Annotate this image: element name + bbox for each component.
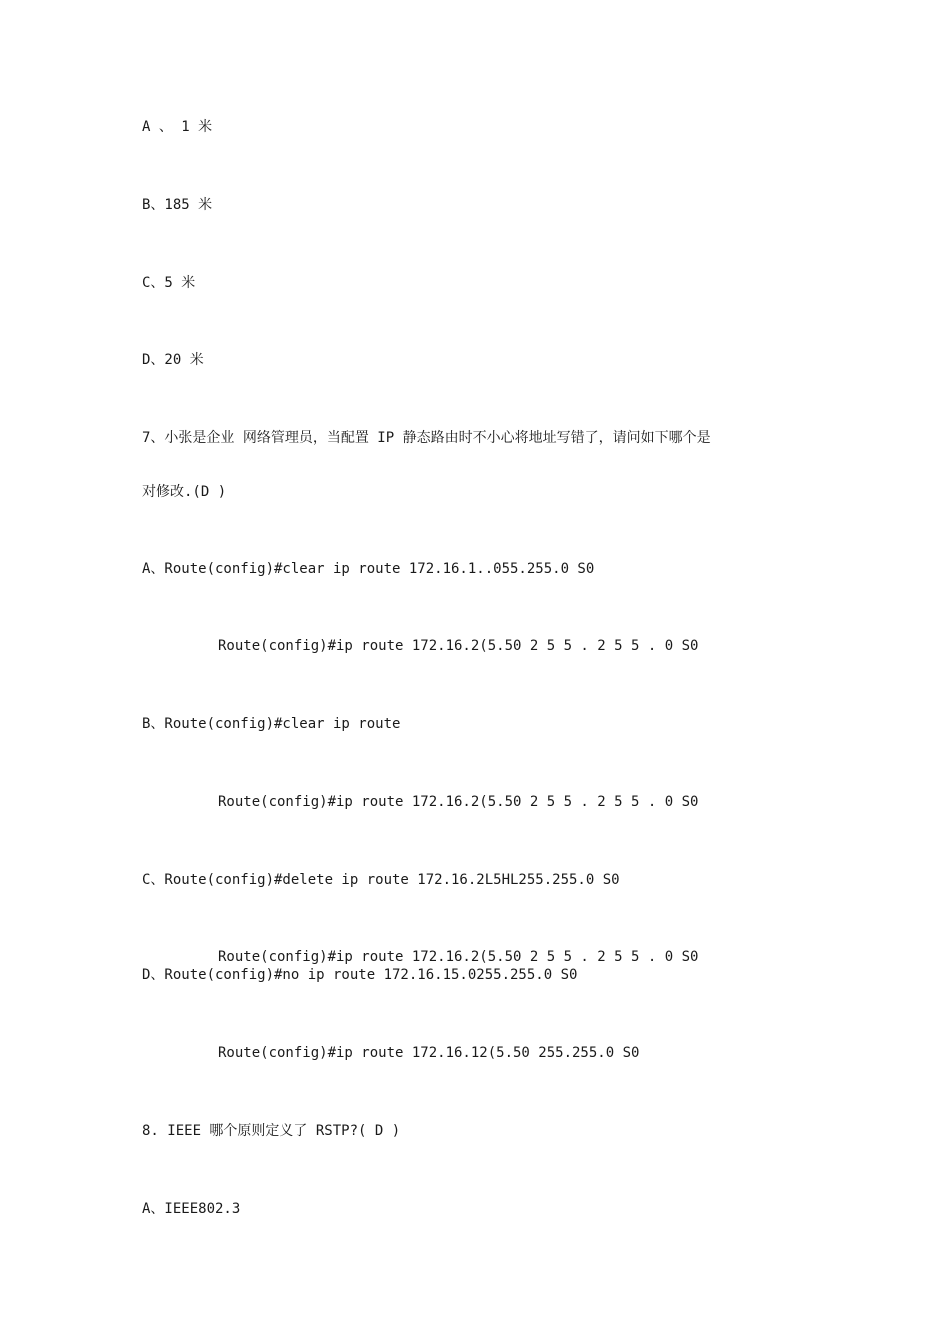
q6-option-d: D、20 米 <box>142 352 204 368</box>
q7-option-b-line-2: Route(config)#ip route 172.16.2(5.50 2 5 5 . 2 5 5 . 0 S0 <box>218 794 699 810</box>
q7-option-a-line-1: A、Route(config)#clear ip route 172.16.1..055.255.0 S0 <box>142 561 595 577</box>
q6-option-b: B、185 米 <box>142 197 213 213</box>
q7-option-a-line-2: Route(config)#ip route 172.16.2(5.50 2 5 5 . 2 5 5 . 0 S0 <box>218 638 699 654</box>
q7-option-d-line-2: Route(config)#ip route 172.16.12(5.50 255.255.0 S0 <box>218 1045 640 1061</box>
q7-option-c-line-1: C、Route(config)#delete ip route 172.16.2L5HL255.255.0 S0 <box>142 872 620 888</box>
q8-option-a: A、IEEE802.3 <box>142 1201 241 1217</box>
q6-option-c: C、5 米 <box>142 275 196 291</box>
q7-option-c-line-2: Route(config)#ip route 172.16.2(5.50 2 5 5 . 2 5 5 . 0 S0 <box>218 949 699 965</box>
q7-option-b-line-1: B、Route(config)#clear ip route <box>142 716 401 732</box>
q8-question: 8. IEEE 哪个原则定义了 RSTP?( D ) <box>142 1123 401 1139</box>
q7-question-line-1: 7、小张是企业 网络管理员，当配置 IP 静态路由时不小心将地址写错了，请问如下哪个是 <box>142 430 711 446</box>
q7-option-d-line-1: D、Route(config)#no ip route 172.16.15.0255.255.0 S0 <box>142 967 578 983</box>
q7-question-line-2: 对修改.(D ) <box>142 484 227 500</box>
q6-option-a: A 、 1 米 <box>142 119 213 135</box>
